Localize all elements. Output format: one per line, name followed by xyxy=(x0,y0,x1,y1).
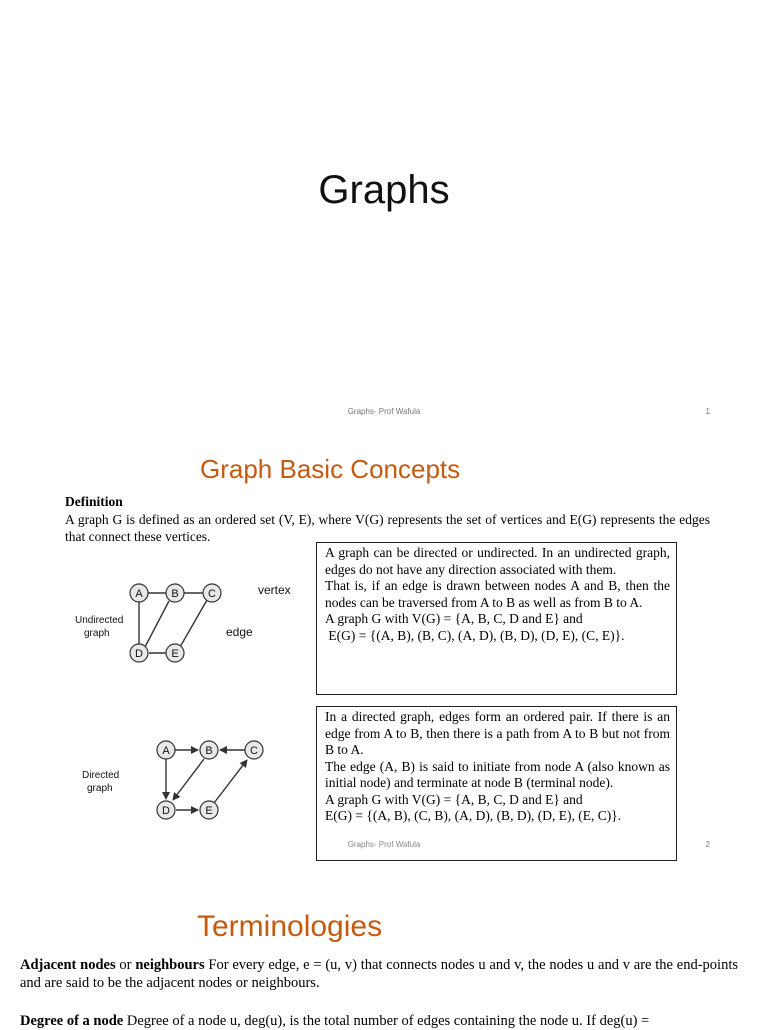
term: Degree of a node xyxy=(20,1013,124,1029)
slide-number: 1 xyxy=(705,407,710,416)
connector: or xyxy=(115,957,136,973)
node-label: B xyxy=(205,745,213,757)
edge-label: edge xyxy=(226,625,253,639)
slide-1 xyxy=(0,0,768,432)
term: Adjacent nodes xyxy=(20,957,116,973)
slide-title: Graphs xyxy=(318,168,450,212)
slide-title: Terminologies xyxy=(197,910,383,943)
definition: Degree of a node u, deg(u), is the total number of edges containing the node u. If deg(u) = xyxy=(123,1013,650,1029)
slide-2 xyxy=(0,432,768,864)
edge-e-c xyxy=(214,760,247,803)
box-line: A graph can be directed or undirected. In an undirected graph, edges do not have any direction associated with them. xyxy=(325,545,670,577)
adjacent-nodes-paragraph xyxy=(20,956,738,992)
box-line: That is, if an edge is drawn between nodes A and B, then the nodes can be traversed from A to B as well as from B to A. xyxy=(325,578,670,610)
slide-title: Graph Basic Concepts xyxy=(200,454,461,484)
node-label: E xyxy=(205,805,213,817)
definition-heading: Definition xyxy=(65,494,123,509)
node-label: C xyxy=(208,588,216,600)
directed-graph-diagram xyxy=(70,730,280,830)
definition: For every edge, e = (u, v) that connects nodes u and v, the nodes u and v are the end-points and are said to be the adjacent nodes or neighbours. xyxy=(20,957,738,991)
node-label: D xyxy=(162,805,170,817)
edge-b-d xyxy=(145,601,169,647)
box-line: E(G) = {(A, B), (C, B), (A, D), (B, D), (D, E), (E, C)}. xyxy=(325,808,622,823)
undirected-explanation-box xyxy=(316,542,677,695)
definition-text: A graph G is defined as an ordered set (V, E), where V(G) represents the set of vertices and E(G) represents the edges that connect these vertices. xyxy=(65,512,710,544)
node-label: D xyxy=(135,648,143,660)
degree-paragraph xyxy=(20,1012,738,1030)
node-label: A xyxy=(162,745,170,757)
box-line: The edge (A, B) is said to initiate from node A (also known as initial node) and terminate at node B (terminal node). xyxy=(325,758,670,790)
term: neighbours xyxy=(135,957,205,973)
node-label: E xyxy=(171,648,179,660)
vertex-label: vertex xyxy=(258,583,291,597)
node-label: C xyxy=(250,745,258,757)
graph-caption: Directed xyxy=(82,770,120,781)
node-label: B xyxy=(171,588,179,600)
graph-caption: graph xyxy=(84,628,110,639)
box-line: A graph G with V(G) = {A, B, C, D and E} and xyxy=(325,611,583,626)
edge-c-e xyxy=(180,600,207,647)
box-line: A graph G with V(G) = {A, B, C, D and E} and xyxy=(325,791,583,807)
slide-number: 2 xyxy=(705,840,710,849)
node-label: A xyxy=(135,588,143,600)
box-line: In a directed graph, edges form an ordered pair. If there is an edge from A to B, then there is a path from A to B but not from B to A. xyxy=(325,709,670,757)
slide-footer: Graphs- Prof Wafula xyxy=(347,840,421,849)
box-line: E(G) = {(A, B), (B, C), (A, D), (B, D), (D, E), (C, E)}. xyxy=(325,627,625,643)
slide-3 xyxy=(0,864,768,1029)
directed-explanation-box xyxy=(316,706,677,861)
undirected-graph-diagram xyxy=(70,572,295,677)
graph-caption: Undirected xyxy=(75,615,124,626)
edge-b-d xyxy=(173,759,204,800)
slide-footer: Graphs- Prof Wafula xyxy=(347,407,421,416)
graph-caption: graph xyxy=(87,783,113,794)
